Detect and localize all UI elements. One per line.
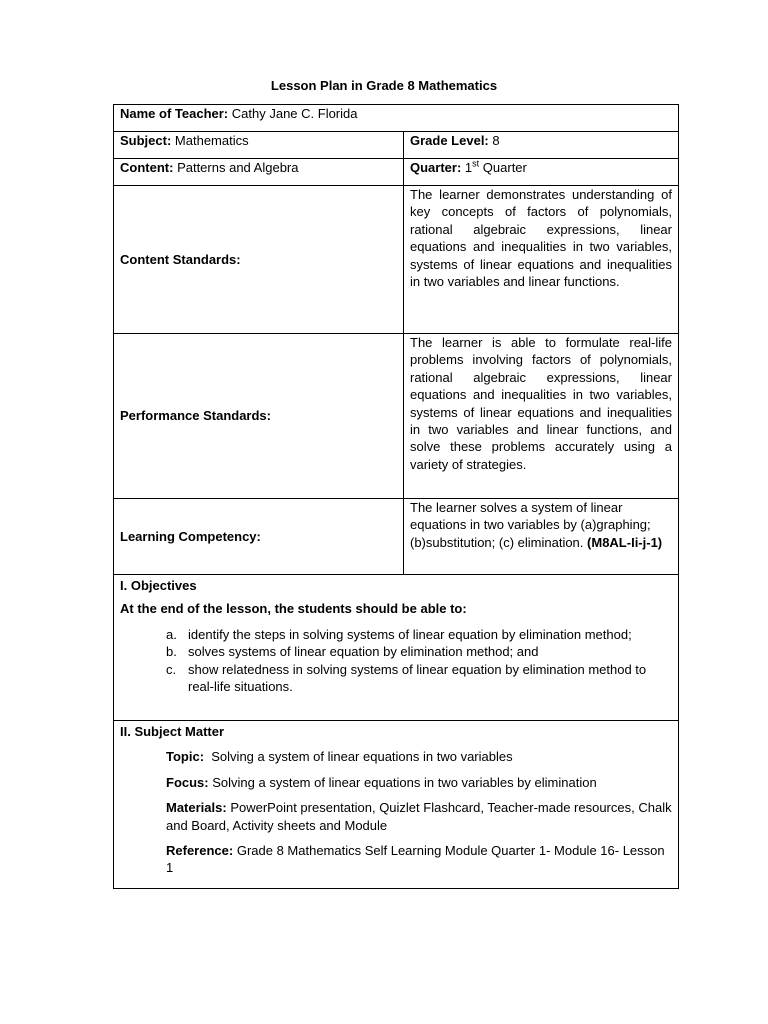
materials-label: Materials: (166, 800, 227, 816)
content-standards-text: The learner demonstrates understanding of key concepts of factors of polynomials, rational algebraic expressions, linear equations and inequalities in two variables, systems of linear equations and inequalities in two variables and linear functions. (404, 186, 679, 334)
objectives-row (114, 575, 679, 721)
objective-text: identify the steps in solving systems of linear equation by elimination method; (188, 626, 632, 642)
content-cell (114, 159, 404, 186)
performance-standards-text: The learner is able to formulate real-life problems involving factors of polynomials, rational algebraic expressions, linear equations and inequalities in two variables, systems of linear equations and inequalities in two variables and linear functions, and solve these problems accurately using a variety of strategies. (404, 334, 679, 499)
objectives-cell (114, 575, 679, 721)
teacher-cell (114, 105, 679, 132)
content-value: Patterns and Algebra (177, 160, 299, 175)
objective-text: show relatedness in solving systems of linear equation by elimination method to real-life situations. (188, 661, 647, 695)
list-item (166, 626, 672, 643)
teacher-label: Name of Teacher: (120, 106, 229, 121)
competency-code: (M8AL-Ii-j-1) (587, 534, 663, 550)
materials-value: PowerPoint presentation, Quizlet Flashcard, Teacher-made resources, Chalk and Board, Activity sheets and Module (166, 800, 672, 833)
quarter-ordinal: st (472, 158, 480, 169)
focus-value: Solving a system of linear equations in two variables by elimination (212, 774, 597, 790)
grade-level-value: 8 (492, 133, 500, 148)
quarter-value (465, 160, 527, 175)
quarter-cell (404, 159, 679, 186)
subject-value: Mathematics (174, 133, 249, 148)
content-standards-row (114, 186, 679, 334)
subject-label: Subject: (120, 133, 172, 148)
topic-line (120, 748, 672, 765)
reference-line (120, 842, 672, 877)
objective-text: solves systems of linear equation by elimination method; and (188, 644, 539, 660)
teacher-row (114, 105, 679, 132)
teacher-value: Cathy Jane C. Florida (231, 106, 358, 121)
learning-competency-cell (404, 499, 679, 575)
grade-level-label: Grade Level: (410, 133, 489, 148)
quarter-word: Quarter (482, 160, 527, 175)
objectives-intro: At the end of the lesson, the students should be able to: (120, 601, 467, 617)
list-item (166, 661, 672, 696)
objectives-list (120, 626, 672, 696)
performance-standards-row (114, 334, 679, 499)
content-row (114, 159, 679, 186)
list-marker: a. (166, 626, 177, 642)
lesson-plan-table (113, 104, 679, 889)
reference-label: Reference: (166, 843, 234, 859)
quarter-number: 1 (464, 160, 473, 175)
learning-competency-row (114, 499, 679, 575)
focus-line (120, 774, 672, 791)
learning-competency-label-cell (114, 499, 404, 575)
content-standards-label-cell (114, 186, 404, 334)
document-title: Lesson Plan in Grade 8 Mathematics (270, 78, 498, 93)
list-marker: b. (166, 644, 177, 660)
objectives-heading: I. Objectives (120, 578, 197, 593)
performance-standards-label: Performance Standards: (120, 408, 271, 424)
subject-cell (114, 132, 404, 159)
subject-matter-cell (114, 721, 679, 889)
materials-line (120, 799, 672, 834)
topic-value: Solving a system of linear equations in two variables (211, 749, 513, 765)
list-item (166, 643, 672, 660)
focus-label: Focus: (166, 774, 209, 790)
learning-competency-label: Learning Competency: (120, 528, 261, 544)
subject-matter-row (114, 721, 679, 889)
content-standards-label: Content Standards: (120, 251, 241, 267)
quarter-label: Quarter: (410, 160, 462, 175)
reference-value: Grade 8 Mathematics Self Learning Module Quarter 1- Module 16- Lesson 1 (166, 843, 665, 876)
performance-standards-label-cell (114, 334, 404, 499)
learning-competency-text: The learner solves a system of linear equations in two variables by (a)graphing; (b)substitution; (c) elimination. (410, 500, 651, 550)
topic-label: Topic: (166, 749, 205, 765)
subject-row (114, 132, 679, 159)
list-marker: c. (166, 661, 177, 677)
grade-level-cell (404, 132, 679, 159)
content-label: Content: (120, 160, 174, 175)
subject-matter-heading: II. Subject Matter (120, 724, 225, 739)
